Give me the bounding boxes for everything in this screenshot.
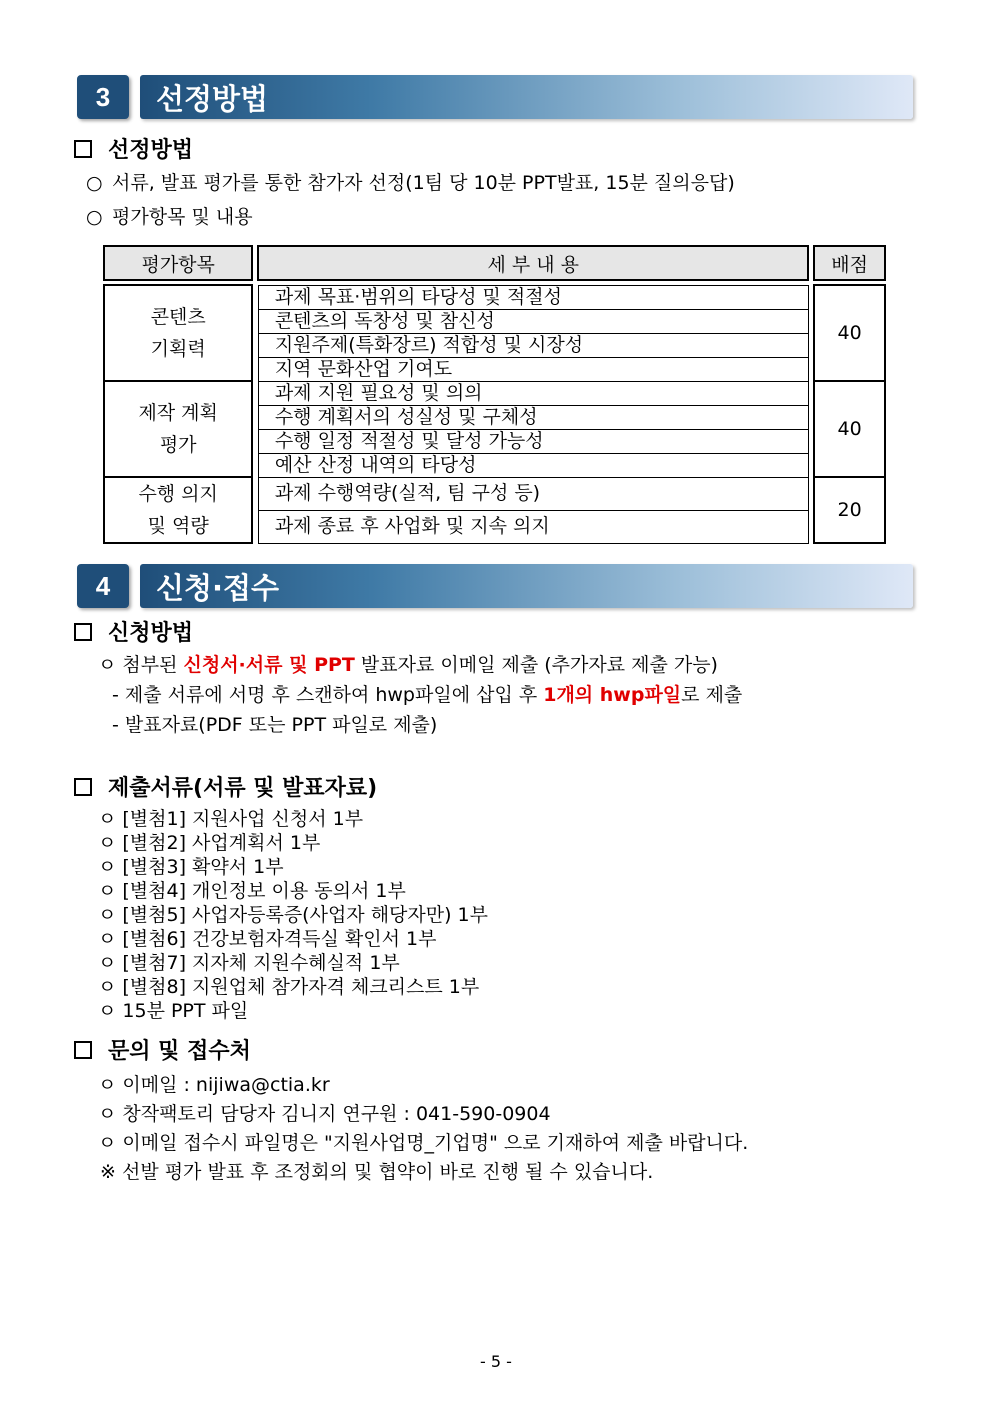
sub-heading-label: 신청방법 [108, 621, 194, 646]
circle-bullet-icon: ○ [86, 172, 103, 194]
detail-item: 과제 종료 후 사업화 및 지속 의지 [258, 510, 808, 543]
table-row [104, 477, 885, 510]
header-category: 평가항목 [104, 246, 252, 280]
sub-heading-documents [74, 771, 377, 802]
score-value: 20 [814, 477, 885, 543]
category-production-plan: 제작 계획 평가 [104, 381, 252, 477]
highlight-text: 1개의 hwp파일 [543, 684, 682, 706]
sub-heading-contact [74, 1034, 251, 1065]
contact-person: ㅇ 창작팩토리 담당자 김니지 연구원 : 041-590-0904 [98, 1103, 551, 1125]
header-details: 세 부 내 용 [258, 246, 808, 280]
sub-heading-label: 문의 및 접수처 [108, 1039, 251, 1064]
contact-email: ㅇ 이메일 : nijiwa@ctia.kr [98, 1074, 330, 1096]
table-row [104, 381, 885, 405]
detail-item: 수행 일정 적절성 및 달성 가능성 [258, 429, 808, 453]
sub-heading-selection-method [74, 133, 193, 164]
list-item: ㅇ [별첨3] 확약서 1부 [98, 856, 284, 878]
table-header-row [104, 246, 885, 280]
category-content-planning: 콘텐츠 기획력 [104, 285, 252, 381]
detail-item: 콘텐츠의 독창성 및 참신성 [258, 309, 808, 333]
checkbox-square-icon [74, 778, 92, 796]
section-title-selection: 선정방법 [140, 75, 913, 119]
list-item: ㅇ [별첨1] 지원사업 신청서 1부 [98, 808, 364, 830]
detail-item: 과제 지원 필요성 및 의의 [258, 381, 808, 405]
checkbox-square-icon [74, 623, 92, 641]
list-item: ㅇ [별첨4] 개인정보 이용 동의서 1부 [98, 880, 406, 902]
apply-line-1: ㅇ 첨부된 신청서·서류 및 PPT 발표자료 이메일 제출 (추가자료 제출 가능) [98, 654, 718, 676]
section-number-4: 4 [77, 564, 129, 608]
page-number: - 5 - [480, 1352, 512, 1371]
bullet-evaluation-items: ○ 평가항목 및 내용 [86, 206, 253, 228]
score-value: 40 [814, 285, 885, 381]
highlight-text: 신청서·서류 및 PPT [183, 654, 355, 676]
filename-instruction: ㅇ 이메일 접수시 파일명은 "지원사업명_기업명" 으로 기재하여 제출 바랍니다. [98, 1132, 749, 1154]
list-item: ㅇ 15분 PPT 파일 [98, 1000, 249, 1022]
detail-item: 과제 수행역량(실적, 팀 구성 등) [258, 477, 808, 510]
sub-heading-application-method [74, 616, 193, 647]
detail-item: 예산 산정 내역의 타당성 [258, 453, 808, 477]
table-row [104, 285, 885, 309]
apply-line-2: - 제출 서류에 서명 후 스캔하여 hwp파일에 삽입 후 1개의 hwp파일로 제출 [112, 684, 743, 706]
section-title-application: 신청·접수 [140, 564, 913, 608]
list-item: ㅇ [별첨6] 건강보험자격득실 확인서 1부 [98, 928, 437, 950]
detail-item: 지원주제(특화장르) 적합성 및 시장성 [258, 333, 808, 357]
sub-heading-label: 선정방법 [108, 138, 194, 163]
score-value: 40 [814, 381, 885, 477]
list-item: ㅇ [별첨8] 지원업체 참가자격 체크리스트 1부 [98, 976, 480, 998]
header-score: 배점 [814, 246, 885, 280]
checkbox-square-icon [74, 1041, 92, 1059]
note-text: ※ 선발 평가 발표 후 조정회의 및 협약이 바로 진행 될 수 있습니다. [100, 1161, 654, 1183]
detail-item: 수행 계획서의 성실성 및 구체성 [258, 405, 808, 429]
apply-line-3: - 발표자료(PDF 또는 PPT 파일로 제출) [112, 714, 438, 736]
checkbox-square-icon [74, 140, 92, 158]
list-item: ㅇ [별첨5] 사업자등록증(사업자 해당자만) 1부 [98, 904, 489, 926]
list-item: ㅇ [별첨2] 사업계획서 1부 [98, 832, 321, 854]
evaluation-table [103, 245, 886, 544]
section-number-3: 3 [77, 75, 129, 119]
list-item: ㅇ [별첨7] 지자체 지원수혜실적 1부 [98, 952, 400, 974]
category-capability: 수행 의지 및 역량 [104, 477, 252, 543]
detail-item: 과제 목표·범위의 타당성 및 적절성 [258, 285, 808, 309]
bullet-selection: ○ 서류, 발표 평가를 통한 참가자 선정(1팀 당 10분 PPT발표, 15분 질의응답) [86, 172, 735, 194]
sub-heading-label: 제출서류(서류 및 발표자료) [108, 776, 378, 801]
circle-bullet-icon: ○ [86, 206, 103, 228]
detail-item: 지역 문화산업 기여도 [258, 357, 808, 381]
